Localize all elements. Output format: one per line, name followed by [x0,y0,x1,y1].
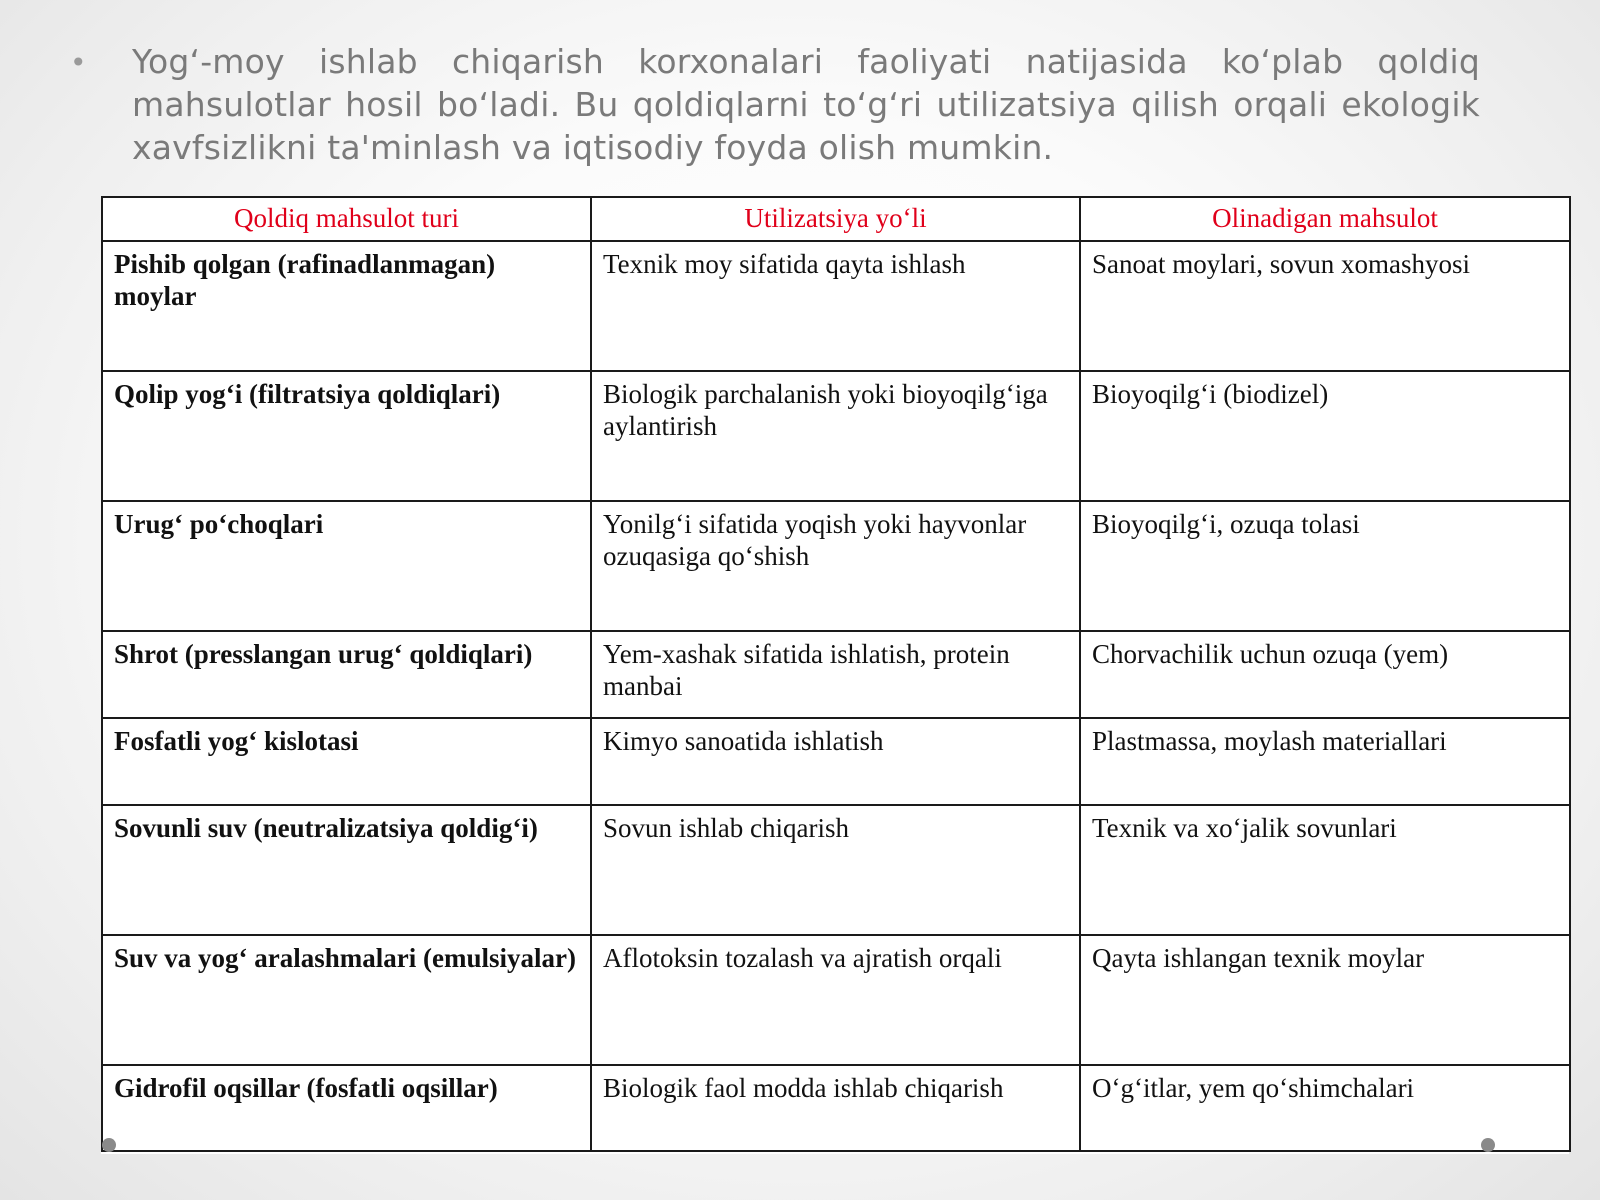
table-header-row [102,197,1570,241]
table-row [102,631,1570,718]
table-row [102,1065,1570,1151]
cell-utilization-method: Biologik faol modda ishlab chiqarish [591,1065,1080,1151]
resize-handle-right [1481,1138,1495,1152]
table-row [102,805,1570,935]
intro-paragraph: Yog‘-moy ishlab chiqarish korxonalari faoliyati natijasida ko‘plab qoldiq mahsulotlar hosil bo‘ladi. Bu qoldiqlarni to‘g‘ri utilizatsiya qilish orqali ekologik xavfsizlikni ta'minlash va iqtisodiy foyda olish mumkin. [132,42,1480,167]
header-resulting-product: Olinadigan mahsulot [1080,197,1570,241]
cell-resulting-product: Bioyoqilg‘i, ozuqa tolasi [1080,501,1570,631]
cell-resulting-product: Sanoat moylari, sovun xomashyosi [1080,241,1570,371]
cell-utilization-method: Yem-xashak sifatida ishlatish, protein manbai [591,631,1080,718]
cell-utilization-method: Kimyo sanoatida ishlatish [591,718,1080,805]
cell-residue-type: Shrot (presslangan urug‘ qoldiqlari) [102,631,591,718]
table-row [102,935,1570,1065]
intro-bullet-block [70,40,1480,169]
cell-resulting-product: Chorvachilik uchun ozuqa (yem) [1080,631,1570,718]
cell-resulting-product: Bioyoqilg‘i (biodizel) [1080,371,1570,501]
header-residue-type: Qoldiq mahsulot turi [102,197,591,241]
cell-residue-type: Gidrofil oqsillar (fosfatli oqsillar) [102,1065,591,1151]
residue-table-container [101,196,1569,1154]
cell-residue-type: Sovunli suv (neutralizatsiya qoldig‘i) [102,805,591,935]
header-utilization-method: Utilizatsiya yo‘li [591,197,1080,241]
table-row [102,718,1570,805]
cell-utilization-method: Biologik parchalanish yoki bioyoqilg‘iga aylantirish [591,371,1080,501]
residue-table [101,196,1571,1152]
table-row [102,371,1570,501]
cell-resulting-product: Plastmassa, moylash materiallari [1080,718,1570,805]
cell-utilization-method: Yonilg‘i sifatida yoqish yoki hayvonlar ozuqasiga qo‘shish [591,501,1080,631]
cell-residue-type: Pishib qolgan (rafinadlanmagan) moylar [102,241,591,371]
cell-utilization-method: Texnik moy sifatida qayta ishlash [591,241,1080,371]
resize-handle-left [102,1138,116,1152]
table-row [102,241,1570,371]
cell-resulting-product: Qayta ishlangan texnik moylar [1080,935,1570,1065]
cell-resulting-product: Texnik va xo‘jalik sovunlari [1080,805,1570,935]
cell-residue-type: Fosfatli yog‘ kislotasi [102,718,591,805]
cell-resulting-product: O‘g‘itlar, yem qo‘shimchalari [1080,1065,1570,1151]
cell-residue-type: Qolip yog‘i (filtratsiya qoldiqlari) [102,371,591,501]
cell-utilization-method: Aflotoksin tozalash va ajratish orqali [591,935,1080,1065]
cell-residue-type: Urug‘ po‘choqlari [102,501,591,631]
bullet-marker: • [70,46,87,79]
cell-residue-type: Suv va yog‘ aralashmalari (emulsiyalar) [102,935,591,1065]
table-row [102,501,1570,631]
cell-utilization-method: Sovun ishlab chiqarish [591,805,1080,935]
